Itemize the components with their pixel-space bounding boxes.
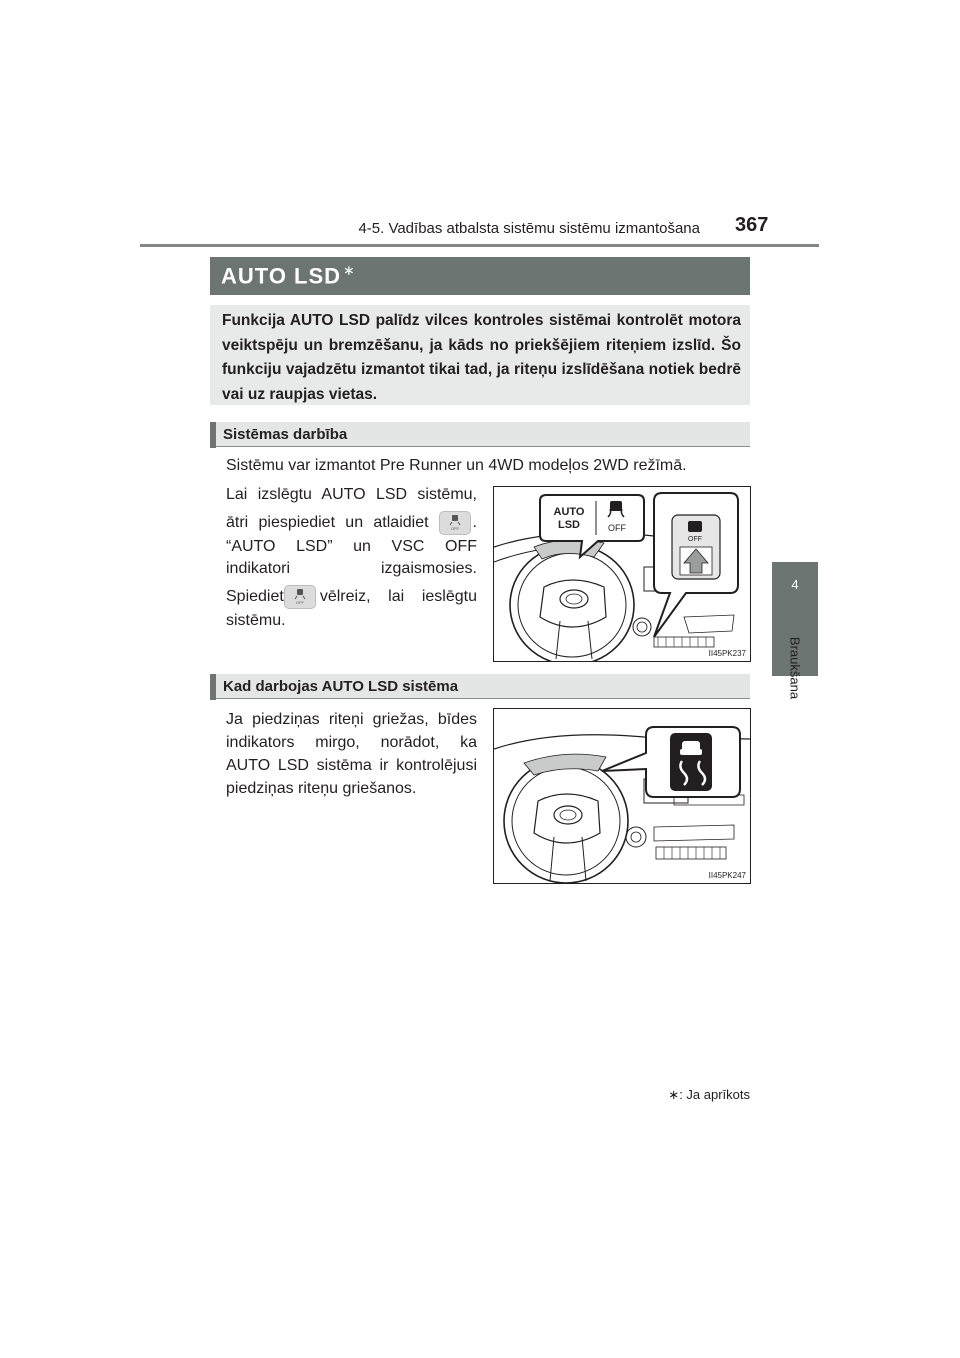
button-off-label: OFF [688, 536, 702, 543]
svg-text:OFF: OFF [295, 599, 304, 605]
subheading-kad-darbojas: Kad darbojas AUTO LSD sistēma [223, 678, 459, 695]
dashboard-illustration [494, 487, 750, 661]
auto-label: AUTO [553, 506, 585, 518]
intro-text: Funkcija AUTO LSD palīdz vilces kontroles sistēmai kontrolēt motora veiktspēju un bremzēšanu, ja kāds no priekšējiem riteņiem izslīd. Šo funkciju vajadzētu izmantot tikai tad, ja riteņu izslīdēšana notiek bedrē vai uz raupjas vietas. [222, 312, 741, 403]
instruction-line-3: “AUTO LSD” un VSC OFF [226, 538, 477, 555]
figure-slip-indicator [493, 708, 751, 884]
footnote-star: ∗ [668, 1087, 680, 1102]
subheading-accent [210, 674, 216, 700]
footnote [600, 1087, 750, 1103]
vsc-off-button-icon [439, 511, 471, 535]
instruction-line-2 [226, 510, 477, 535]
page-title [221, 262, 356, 289]
instruction-line-5-b: vēlreiz, lai ieslēgtu [319, 588, 477, 605]
dashboard-illustration-2 [494, 709, 750, 883]
section-header: 4-5. Vadības atbalsta sistēmu sistēmu izmantošana [358, 220, 700, 237]
chapter-number: 4 [791, 577, 799, 592]
arrow-up-icon [680, 547, 712, 575]
subheading-sistemas-darbiba: Sistēmas darbība [223, 426, 348, 443]
chapter-label: Braukšana [787, 636, 803, 700]
svg-text:OFF: OFF [450, 525, 459, 531]
section2-line-3: AUTO LSD sistēma ir kontrolējusi [226, 757, 477, 774]
section2-line-1: Ja piedziņas riteņi griežas, bīdes [226, 711, 477, 728]
footnote-text: : Ja aprīkots [679, 1087, 750, 1102]
figure-code: II45PK247 [708, 871, 746, 880]
subheading-accent [210, 422, 216, 448]
slip-indicator-icon [670, 733, 712, 791]
instruction-line-5 [226, 584, 477, 609]
title-text: AUTO LSD [221, 263, 342, 289]
header-rule [140, 244, 819, 247]
figure-code: II45PK237 [708, 649, 746, 658]
instruction-line-2-end: . [472, 514, 477, 531]
lsd-label: LSD [558, 519, 580, 531]
instruction-line-6: sistēmu. [226, 612, 286, 629]
instruction-line-2-text: ātri piespiediet un atlaidiet [226, 514, 429, 531]
page-number: 367 [735, 214, 769, 236]
title-star: ∗ [343, 262, 356, 278]
section1-text: Sistēmu var izmantot Pre Runner un 4WD modeļos 2WD režīmā. [226, 457, 687, 474]
figure-dashboard-button [493, 486, 751, 662]
section2-line-4: piedziņas riteņu griešanos. [226, 780, 417, 797]
section2-line-2: indikators mirgo, norādot, ka [226, 734, 477, 751]
instruction-line-1: Lai izslēgtu AUTO LSD sistēmu, [226, 486, 477, 503]
instruction-line-4: indikatori izgaismosies. [226, 560, 477, 577]
chapter-label-wrap [780, 628, 810, 708]
vsc-off-button-icon [284, 585, 316, 609]
off-label: OFF [608, 523, 626, 533]
instruction-line-5-a: Spiediet [226, 588, 284, 605]
